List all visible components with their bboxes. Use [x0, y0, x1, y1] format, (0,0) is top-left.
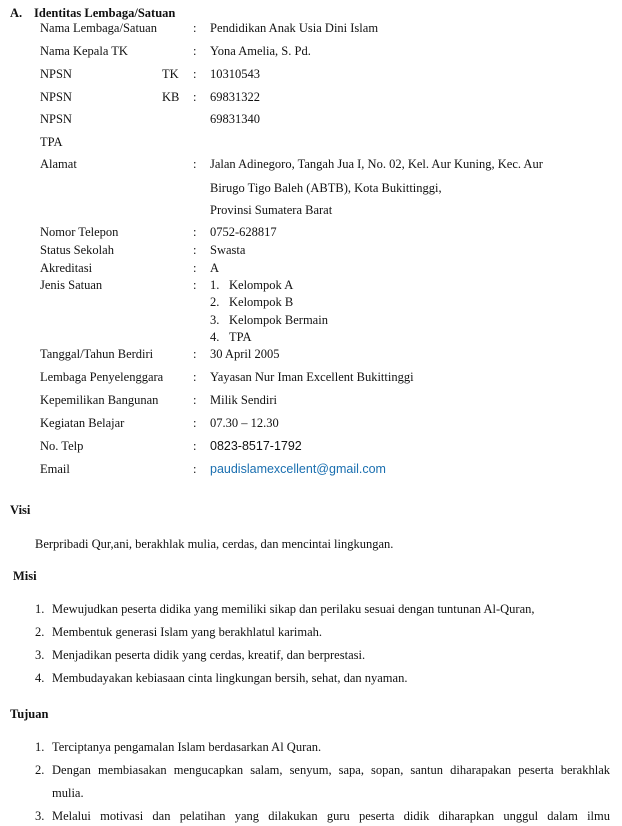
field-label: NPSN	[40, 112, 72, 126]
field-colon: :	[193, 225, 197, 239]
field-value: A	[210, 261, 220, 275]
field-label: Alamat	[40, 157, 77, 171]
tujuan-item: mulia.	[52, 786, 84, 800]
field-value: paudislamexcellent@gmail.com	[210, 462, 386, 476]
misi-number: 2.	[35, 625, 45, 639]
field-colon: :	[193, 21, 197, 35]
jenis-satuan-item: Kelompok B	[229, 295, 294, 309]
field-colon: :	[193, 243, 197, 257]
field-label: Email	[40, 462, 70, 476]
field-value: 30 April 2005	[210, 347, 280, 361]
field-label: Lembaga Penyelenggara	[40, 370, 164, 384]
field-colon: :	[193, 67, 197, 81]
field-value: 69831322	[210, 90, 260, 104]
field-label: Status Sekolah	[40, 243, 114, 257]
field-label: Nomor Telepon	[40, 225, 119, 239]
field-label: Nama Kepala TK	[40, 44, 128, 58]
jenis-satuan-item: TPA	[229, 330, 252, 344]
field-colon: :	[193, 416, 197, 430]
jenis-satuan-number: 2.	[210, 295, 220, 309]
tujuan-number: 3.	[35, 809, 45, 823]
field-sublabel: TK	[162, 67, 179, 81]
visi-heading: Visi	[10, 503, 31, 517]
field-colon: :	[193, 90, 197, 104]
section-letter: A.	[10, 6, 23, 20]
tujuan-heading: Tujuan	[10, 707, 49, 721]
field-label: Kepemilikan Bangunan	[40, 393, 159, 407]
field-colon: :	[193, 439, 197, 453]
field-value: Jalan Adinegoro, Tangah Jua I, No. 02, Kel. Aur Kuning, Kec. Aur	[210, 157, 543, 171]
field-colon: :	[193, 278, 197, 292]
field-value: Yayasan Nur Iman Excellent Bukittinggi	[210, 370, 414, 384]
tujuan-item: Terciptanya pengamalan Islam berdasarkan Al Quran.	[52, 740, 322, 754]
misi-heading: Misi	[13, 569, 37, 583]
field-value: 07.30 – 12.30	[210, 416, 279, 430]
field-value: 69831340	[210, 112, 260, 126]
jenis-satuan-number: 3.	[210, 313, 220, 327]
field-label: Jenis Satuan	[40, 278, 103, 292]
field-label: Tanggal/Tahun Berdiri	[40, 347, 154, 361]
misi-number: 1.	[35, 602, 45, 616]
field-colon: :	[193, 370, 197, 384]
jenis-satuan-number: 1.	[210, 278, 220, 292]
field-value: Milik Sendiri	[210, 393, 278, 407]
field-value: Pendidikan Anak Usia Dini Islam	[210, 21, 379, 35]
field-sublabel: KB	[162, 90, 180, 104]
field-colon: :	[193, 261, 197, 275]
field-label: Kegiatan Belajar	[40, 416, 125, 430]
misi-item: Membudayakan kebiasaan cinta lingkungan bersih, sehat, dan nyaman.	[52, 671, 408, 685]
tujuan-item: Dengan membiasakan mengucapkan salam, senyum, sapa, sopan, santun diharapakan peserta berakhlak	[52, 763, 610, 777]
misi-item: Mewujudkan peserta didika yang memiliki sikap dan perilaku sesuai dengan tuntunan Al-Quran,	[52, 602, 535, 616]
field-label: Nama Lembaga/Satuan	[40, 21, 157, 35]
jenis-satuan-number: 4.	[210, 330, 220, 344]
field-colon: :	[193, 44, 197, 58]
jenis-satuan-item: Kelompok A	[229, 278, 294, 292]
tujuan-item: Melalui motivasi dan pelatihan yang dilakukan guru peserta didik diharapkan unggul dalam ilmu	[52, 809, 610, 823]
misi-item: Menjadikan peserta didik yang cerdas, kreatif, dan berprestasi.	[52, 648, 366, 662]
field-value: Swasta	[210, 243, 246, 257]
field-colon: :	[193, 393, 197, 407]
visi-text: Berpribadi Qur,ani, berakhlak mulia, cerdas, dan mencintai lingkungan.	[35, 537, 394, 551]
field-label: No. Telp	[40, 439, 84, 453]
misi-number: 4.	[35, 671, 45, 685]
field-colon: :	[193, 462, 197, 476]
field-label: TPA	[40, 135, 63, 149]
misi-number: 3.	[35, 648, 45, 662]
field-value: Birugo Tigo Baleh (ABTB), Kota Bukittinggi,	[210, 181, 442, 195]
field-label: NPSN	[40, 90, 72, 104]
field-label: NPSN	[40, 67, 72, 81]
section-title: Identitas Lembaga/Satuan	[34, 6, 176, 20]
jenis-satuan-item: Kelompok Bermain	[229, 313, 328, 327]
field-value: 0823-8517-1792	[210, 439, 302, 453]
tujuan-number: 1.	[35, 740, 45, 754]
field-label: Akreditasi	[40, 261, 93, 275]
field-colon: :	[193, 157, 197, 171]
field-value: 0752-628817	[210, 225, 277, 239]
field-colon: :	[193, 347, 197, 361]
tujuan-number: 2.	[35, 763, 45, 777]
field-value: Yona Amelia, S. Pd.	[210, 44, 311, 58]
field-value: 10310543	[210, 67, 260, 81]
misi-item: Membentuk generasi Islam yang berakhlatul karimah.	[52, 625, 323, 639]
field-value: Provinsi Sumatera Barat	[210, 203, 333, 217]
